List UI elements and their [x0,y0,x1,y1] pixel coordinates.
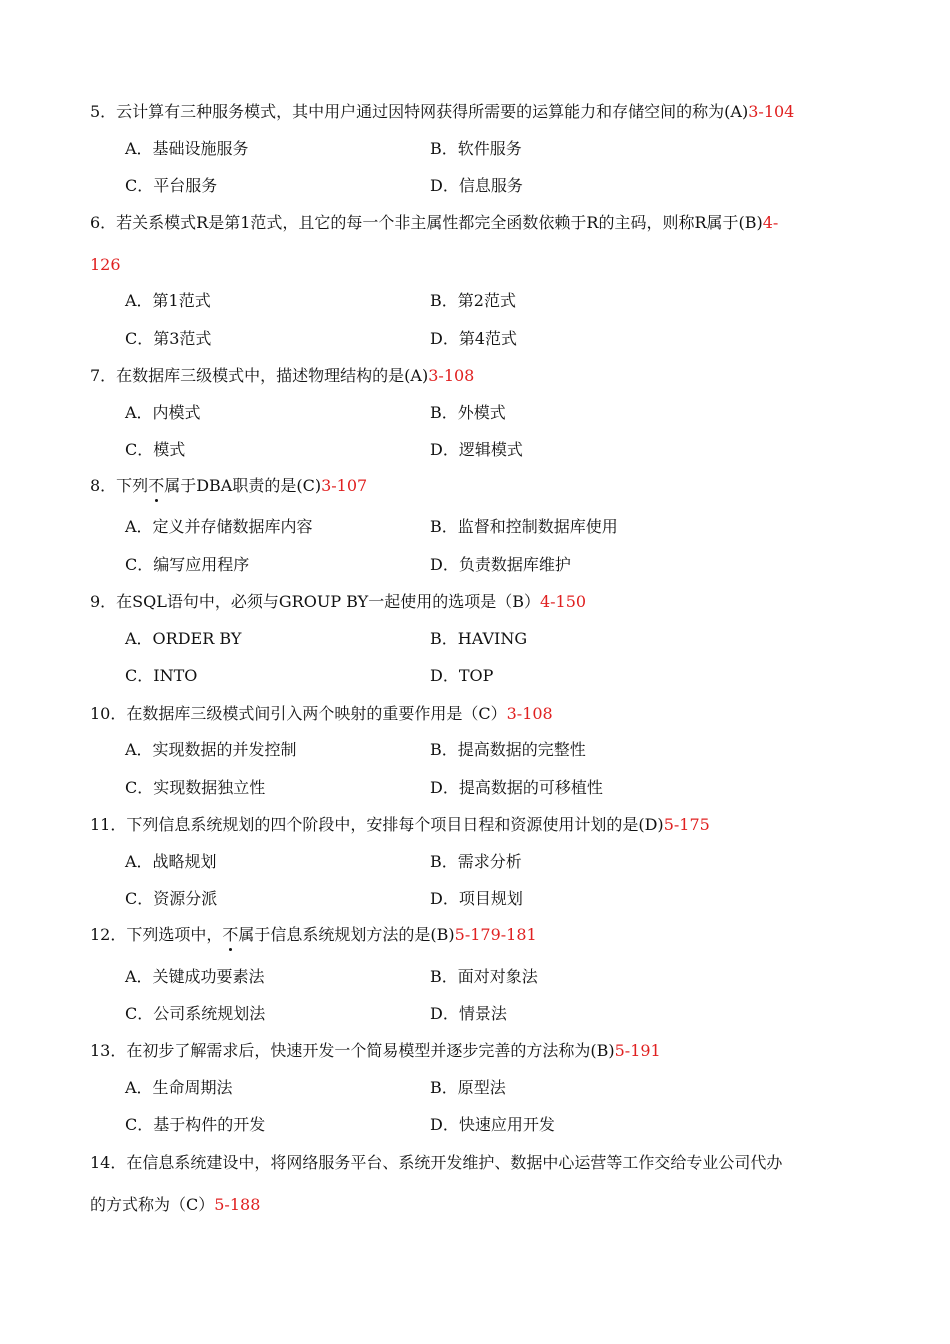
option-c: C．模式 [125,440,186,459]
question-text: 5．云计算有三种服务模式，其中用户通过因特网获得所需要的运算能力和存储空间的称为(A) [90,102,749,121]
question-5-stem [90,102,794,122]
option-d: D．情景法 [430,1004,507,1023]
question-14-stem-continued [90,1195,260,1215]
page-reference-continued: 126 [90,255,121,274]
option-b: B．第2范式 [430,291,516,310]
option-a: A．定义并存储数据库内容 [125,517,313,536]
option-a: A．ORDER BY [125,629,242,648]
option-b: B．HAVING [430,629,528,648]
page-reference: 4- [762,213,779,232]
question-text: 9．在SQL语句中，必须与GROUP BY一起使用的选项是（B） [90,592,540,611]
question-12-stem [90,925,537,945]
option-c: C．资源分派 [125,889,218,908]
page-reference: 4-150 [539,592,587,611]
emphasis-dot-char: 不 [148,476,165,495]
option-c: C．第3范式 [125,329,212,348]
option-c: C．INTO [125,666,198,685]
question-text-rest: 属于DBA职责的是(C) [164,476,322,495]
option-c: C．公司系统规划法 [125,1004,266,1023]
question-14-stem: 14．在信息系统建设中，将网络服务平台、系统开发维护、数据中心运营等工作交给专业公司代办 [90,1153,783,1172]
option-b: B．原型法 [430,1078,506,1097]
question-text: 10．在数据库三级模式间引入两个映射的重要作用是（C） [90,704,507,723]
question-text: 的方式称为（C） [90,1195,215,1214]
question-6-stem [90,213,778,233]
question-13-stem [90,1041,661,1061]
page-reference: 3-108 [428,366,475,385]
option-a: A．战略规划 [125,852,217,871]
option-b: B．需求分析 [430,852,522,871]
option-b: B．面对对象法 [430,967,538,986]
question-11-stem [90,815,710,835]
question-text: 7．在数据库三级模式中，描述物理结构的是(A) [90,366,429,385]
question-7-stem [90,366,474,386]
question-text-rest: 属于信息系统规划方法的是(B) [238,925,455,944]
question-text: 13．在初步了解需求后，快速开发一个简易模型并逐步完善的方法称为(B) [90,1041,615,1060]
option-a: A．关键成功要素法 [125,967,265,986]
option-b: B．软件服务 [430,139,522,158]
option-c: C．平台服务 [125,176,218,195]
option-d: D．项目规划 [430,889,523,908]
option-b: B．提高数据的完整性 [430,740,586,759]
page-reference: 3-108 [506,704,553,723]
page-reference: 3-104 [748,102,795,121]
question-10-stem [90,704,553,724]
option-c: C．实现数据独立性 [125,778,266,797]
option-a: A．生命周期法 [125,1078,233,1097]
option-b: B．外模式 [430,403,506,422]
option-d: D．快速应用开发 [430,1115,555,1134]
option-a: A．基础设施服务 [125,139,249,158]
option-a: A．第1范式 [125,291,211,310]
option-d: D．第4范式 [430,329,518,348]
question-8-stem [90,476,367,496]
question-9-stem [90,592,586,612]
option-a: A．实现数据的并发控制 [125,740,297,759]
page-reference: 5-191 [614,1041,661,1060]
page-reference: 5-175 [663,815,710,834]
option-d: D．信息服务 [430,176,523,195]
question-text: 12．下列选项中， [90,925,223,944]
option-b: B．监督和控制数据库使用 [430,517,618,536]
emphasis-dot-char: 不 [222,925,239,944]
option-d: D．TOP [430,666,494,685]
page-reference: 5-179-181 [454,925,537,944]
question-text: 11．下列信息系统规划的四个阶段中，安排每个项目日程和资源使用计划的是(D) [90,815,664,834]
question-text: 6．若关系模式R是第1范式，且它的每一个非主属性都完全函数依赖于R的主码，则称R属于(B) [90,213,763,232]
option-d: D．提高数据的可移植性 [430,778,603,797]
option-c: C．基于构件的开发 [125,1115,266,1134]
option-d: D．逻辑模式 [430,440,523,459]
question-text: 8．下列 [90,476,149,495]
page-reference: 5-188 [214,1195,261,1214]
option-c: C．编写应用程序 [125,555,250,574]
option-a: A．内模式 [125,403,201,422]
page-reference: 3-107 [321,476,368,495]
option-d: D．负责数据库维护 [430,555,571,574]
